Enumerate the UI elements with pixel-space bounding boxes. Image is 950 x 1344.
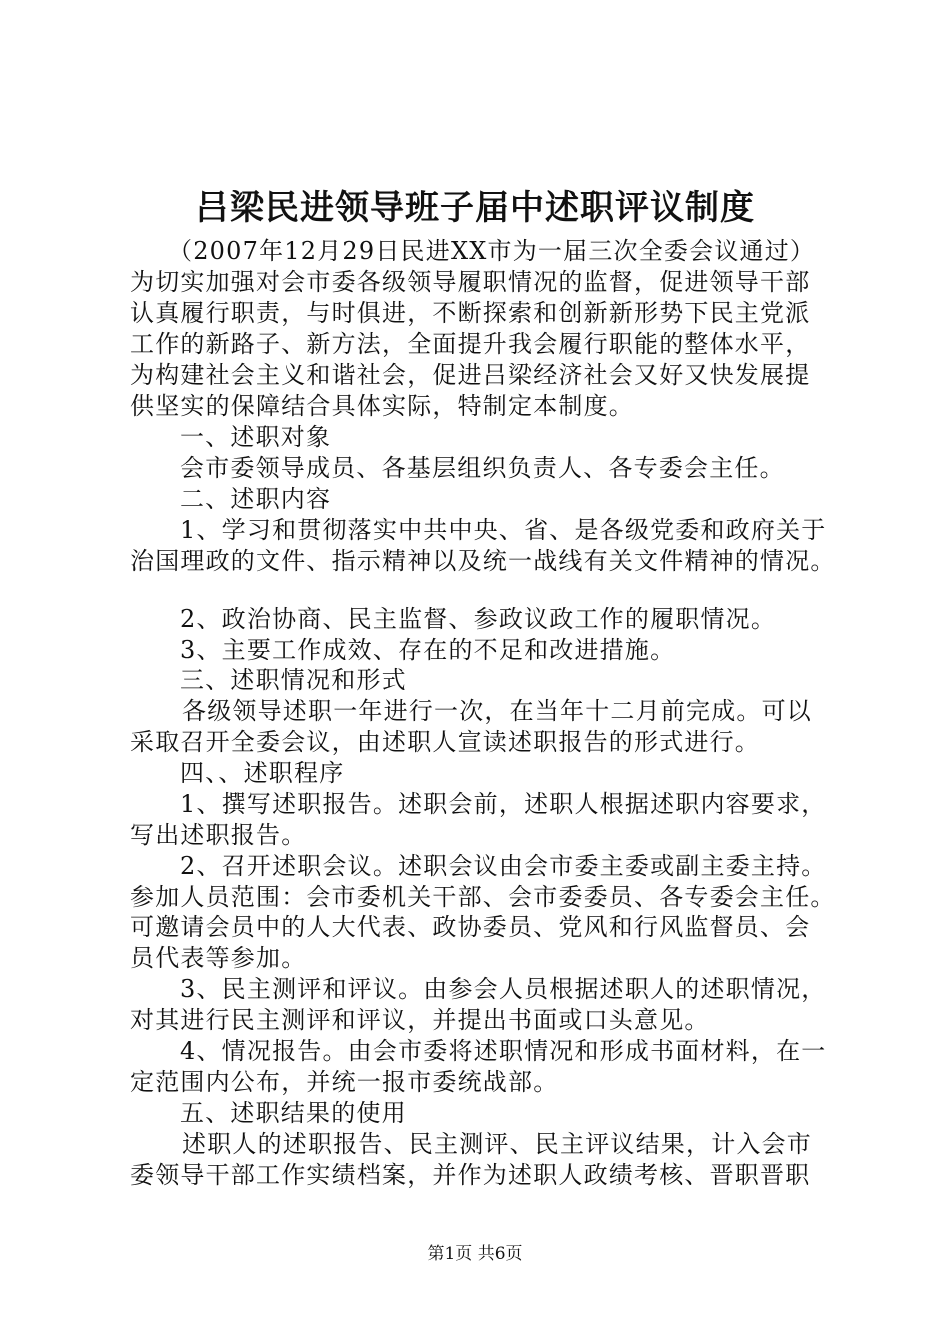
paragraph-line: 认真履行职责，与时俱进，不断探索和创新新形势下民主党派 [130, 299, 811, 327]
paragraph-line: 2、政治协商、民主监督、参政议政工作的履职情况。 [180, 605, 777, 633]
paragraph-line: 1、学习和贯彻落实中共中央、省、是各级党委和政府关于 [180, 516, 827, 544]
paragraph-line: 可邀请会员中的人大代表、政协委员、党风和行风监督员、会 [130, 913, 811, 941]
section-heading: 三、述职情况和形式 [180, 666, 407, 694]
section-heading: 一、述职对象 [180, 423, 332, 451]
paragraph-line: 写出述职报告。 [130, 821, 307, 849]
paragraph-line: 会市委领导成员、各基层组织负责人、各专委会主任。 [180, 454, 785, 482]
paragraph-line: 委领导干部工作实绩档案，并作为述职人政绩考核、晋职晋职 [130, 1161, 811, 1189]
document-title: 吕梁民进领导班子届中述职评议制度 [195, 188, 755, 228]
section-heading: 二、述职内容 [180, 485, 332, 513]
paragraph-line: 3、主要工作成效、存在的不足和改进措施。 [180, 636, 676, 664]
subtitle-line: （2007年12月29日民进XX市为一届三次全委会议通过） [168, 237, 816, 265]
paragraph-line: 为构建社会主义和谐社会，促进吕梁经济社会又好又快发展提 [130, 361, 811, 389]
paragraph-line: 定范围内公布，并统一报市委统战部。 [130, 1068, 559, 1096]
paragraph-line: 3、民主测评和评议。由参会人员根据述职人的述职情况， [180, 975, 827, 1003]
paragraph-line: 参加人员范围：会市委机关干部、会市委委员、各专委会主任。 [130, 883, 836, 911]
section-heading: 四、、述职程序 [180, 759, 345, 787]
paragraph-line: 供坚实的保障结合具体实际，特制定本制度。 [130, 392, 634, 420]
paragraph-line: 对其进行民主测评和评议，并提出书面或口头意见。 [130, 1006, 710, 1034]
paragraph-line: 为切实加强对会市委各级领导履职情况的监督，促进领导干部 [130, 268, 811, 296]
paragraph-line: 工作的新路子、新方法，全面提升我会履行职能的整体水平， [130, 330, 811, 358]
paragraph-line: 各级领导述职一年进行一次，在当年十二月前完成。可以 [182, 697, 812, 725]
page-number: 第1页 共6页 [427, 1244, 523, 1264]
paragraph-line: 4、情况报告。由会市委将述职情况和形成书面材料，在一 [180, 1037, 827, 1065]
paragraph-line: 1、撰写述职报告。述职会前，述职人根据述职内容要求， [180, 790, 827, 818]
paragraph-line: 治国理政的文件、指示精神以及统一战线有关文件精神的情况。 [130, 547, 836, 575]
paragraph-line: 2、召开述职会议。述职会议由会市委主委或副主委主持。 [180, 852, 827, 880]
paragraph-line: 员代表等参加。 [130, 944, 307, 972]
paragraph-line: 述职人的述职报告、民主测评、民主评议结果，计入会市 [182, 1130, 812, 1158]
paragraph-line: 采取召开全委会议，由述职人宣读述职报告的形式进行。 [130, 728, 760, 756]
section-heading: 五、述职结果的使用 [180, 1099, 407, 1127]
